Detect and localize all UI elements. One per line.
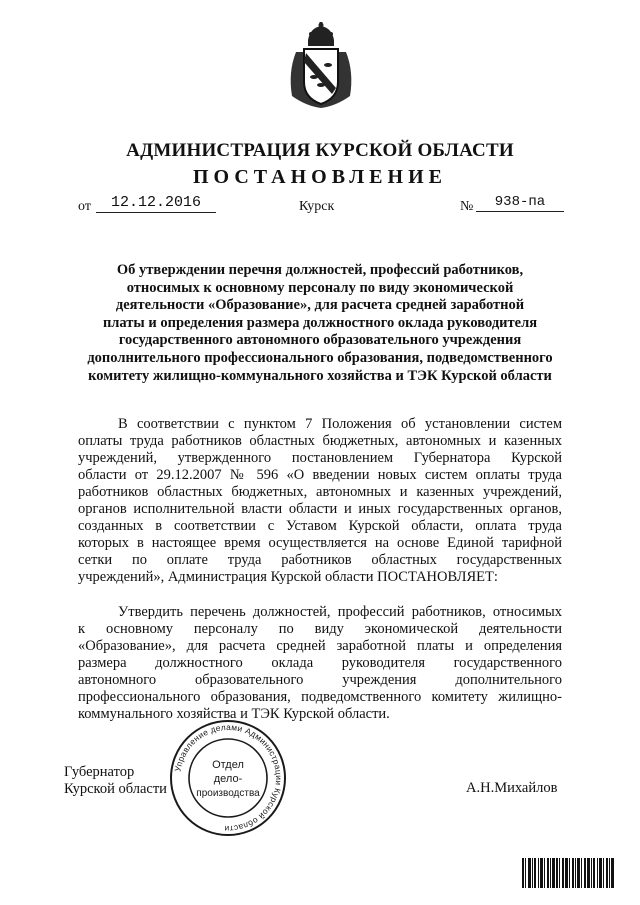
text-line: области от 29.12.2007 № 596 «О введении новых систем оплаты труда bbox=[78, 467, 562, 483]
number-prefix: № bbox=[460, 199, 474, 214]
signatory-role bbox=[64, 764, 167, 798]
document-city: Курск bbox=[299, 199, 335, 214]
title-line: деятельности «Образование», для расчета средней заработной bbox=[115, 297, 525, 314]
text-line: работников областных бюджетных, автономных и казенных учреждений, bbox=[78, 484, 562, 500]
text-line: к основному персоналу по виду экономической деятельности bbox=[78, 621, 562, 637]
text-line: Утвердить перечень должностей, профессий работников, относимых bbox=[118, 604, 562, 620]
text-line: коммунального хозяйства и ТЭК Курской области. bbox=[78, 706, 390, 722]
title-line: государственного автономного образовательного учреждения bbox=[118, 332, 522, 349]
stamp-inner-line: Отдел bbox=[212, 759, 244, 771]
document-title bbox=[70, 262, 570, 385]
text-line: учреждений, утвержденного постановлением Губернатора Курской bbox=[78, 450, 562, 466]
coat-of-arms-icon bbox=[284, 22, 358, 112]
text-line: органов исполнительной власти области и иных государственных органов, bbox=[78, 501, 562, 517]
signatory-role-line: Курской области bbox=[64, 781, 167, 797]
stamp-inner-line: дело- bbox=[213, 773, 243, 785]
text-line: В соответствии с пунктом 7 Положения об установлении систем bbox=[118, 416, 562, 432]
title-line: комитету жилищно-коммунального хозяйства и ТЭК Курской области bbox=[88, 367, 552, 384]
stamp-inner-line: производства bbox=[196, 788, 260, 799]
text-line: размера должностного оклада руководителя государственного bbox=[78, 655, 562, 671]
document-number: 938-па bbox=[476, 194, 564, 212]
organization-name: АДМИНИСТРАЦИЯ КУРСКОЙ ОБЛАСТИ bbox=[126, 140, 514, 161]
document-type: ПОСТАНОВЛЕНИЕ bbox=[193, 166, 447, 188]
text-line: оплаты труда работников областных бюджетных, автономных и казенных bbox=[78, 433, 562, 449]
text-line: которых в настоящее время осуществляется на основе Единой тарифной bbox=[78, 535, 562, 551]
document-date: 12.12.2016 bbox=[96, 194, 216, 213]
resolution-paragraph bbox=[78, 604, 562, 723]
text-line: сетки по оплате труда работников областных государственных bbox=[78, 552, 562, 568]
title-line: относимых к основному персоналу по виду экономической bbox=[126, 279, 514, 296]
date-prefix: от bbox=[78, 199, 91, 214]
title-line: дополнительного профессионального образования, подведомственного bbox=[87, 349, 553, 366]
official-stamp bbox=[168, 718, 288, 838]
text-line: профессионального образования, подведомственного комитету жилищно- bbox=[78, 689, 562, 705]
text-line: учреждений», Администрация Курской области ПОСТАНОВЛЯЕТ: bbox=[78, 569, 498, 585]
signatory-name: А.Н.Михайлов bbox=[466, 780, 558, 796]
barcode-icon bbox=[522, 858, 614, 888]
preamble-paragraph bbox=[78, 416, 562, 586]
text-line: созданных в соответствии с Уставом Курской области, оплата труда bbox=[78, 518, 562, 534]
title-line: Об утверждении перечня должностей, профессий работников, bbox=[116, 262, 524, 278]
signatory-role-line: Губернатор bbox=[64, 764, 135, 780]
text-line: автономного образовательного учреждения дополнительного bbox=[78, 672, 562, 688]
stamp-outer-text: Управление делами Администрации Курской области bbox=[172, 721, 285, 835]
text-line: «Образование», для расчета средней заработной платы и определения bbox=[78, 638, 562, 654]
title-line: платы и определения размера должностного оклада руководителя bbox=[102, 314, 538, 331]
